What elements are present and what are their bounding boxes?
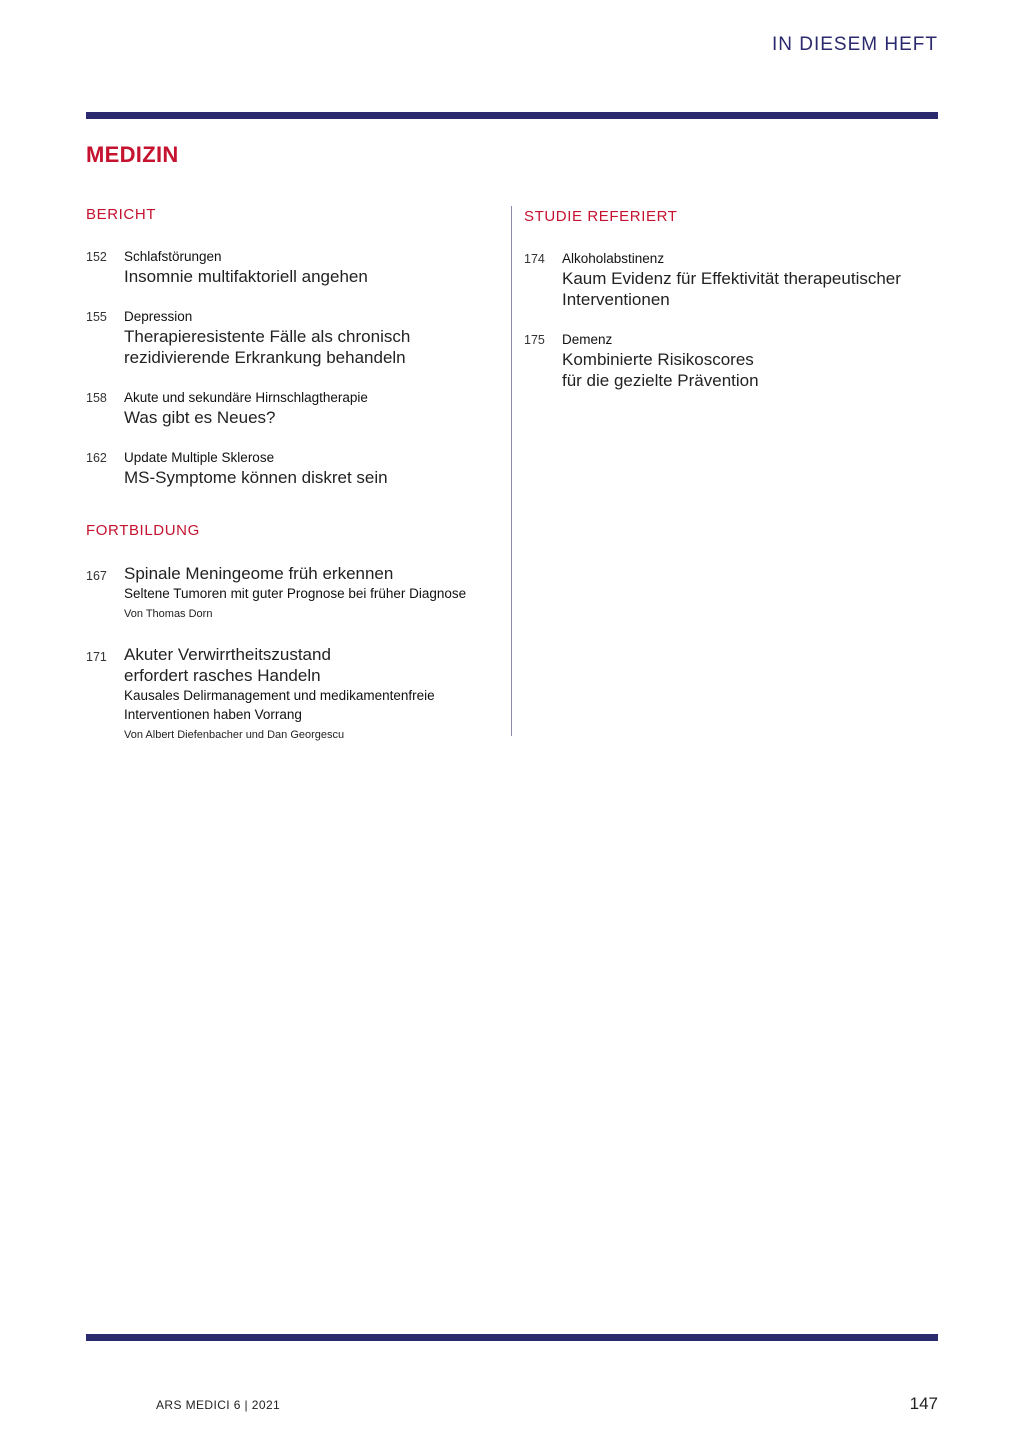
toc-entry[interactable] [86,388,506,428]
entry-headline: Insomnie multifaktoriell angehen [124,267,368,286]
toc-entry[interactable] [86,644,506,745]
toc-entry[interactable] [86,247,506,287]
entry-page-number: 155 [86,310,107,324]
right-column [524,208,938,411]
subsection-title-studie: STUDIE REFERIERT [524,208,678,225]
footer-page-number: 147 [909,1394,938,1413]
entry-page-number: 152 [86,250,107,264]
entry-page-number: 162 [86,451,107,465]
entry-page-number: 175 [524,333,545,347]
entry-kicker: Schlafstörungen [124,249,222,264]
toc-entry[interactable] [86,307,506,368]
entry-page-number: 158 [86,391,107,405]
toc-entry[interactable] [86,563,506,624]
entry-headline: MS-Symptome können diskret sein [124,468,388,487]
subsection-title-bericht: BERICHT [86,206,157,223]
entry-headline: Kaum Evidenz für Effektivität therapeutischer Interventionen [562,269,901,309]
toc-entry[interactable] [524,330,938,391]
entry-headline: Spinale Meningeome früh erkennen [124,564,394,583]
entry-author: Von Albert Diefenbacher und Dan Georgescu [124,729,345,741]
running-header: IN DIESEM HEFT [771,34,938,55]
entry-kicker: Depression [124,309,193,324]
entry-page-number: 171 [86,650,107,664]
entry-author: Von Thomas Dorn [124,608,213,620]
entry-kicker: Akute und sekundäre Hirnschlagtherapie [124,390,368,405]
entry-page-number: 167 [86,569,107,583]
subsection-title-fortbildung: FORTBILDUNG [86,522,200,539]
entry-headline: Kombinierte Risikoscores für die gezielte Prävention [562,350,759,390]
footer-publication: ARS MEDICI 6 | 2021 [156,1398,281,1412]
entry-page-number: 174 [524,252,545,266]
bottom-rule [86,1334,938,1341]
entry-kicker: Alkoholabstinenz [562,251,665,266]
entry-headline: Therapieresistente Fälle als chronisch rezidivierende Erkrankung behandeln [124,327,411,367]
column-divider [511,206,512,736]
entry-kicker: Update Multiple Sklerose [124,450,275,465]
entry-kicker: Demenz [562,332,613,347]
top-rule [86,112,938,119]
entry-headline: Was gibt es Neues? [124,408,276,427]
toc-entry[interactable] [86,448,506,488]
entry-headline: Akuter Verwirrtheitszustand erfordert rasches Handeln [124,645,331,685]
entry-subline: Seltene Tumoren mit guter Prognose bei früher Diagnose [124,586,467,601]
entry-subline: Kausales Delirmanagement und medikamentenfreie Interventionen haben Vorrang [124,688,435,722]
toc-entry[interactable] [524,249,938,310]
section-title: MEDIZIN [86,142,179,167]
left-column [86,206,506,765]
